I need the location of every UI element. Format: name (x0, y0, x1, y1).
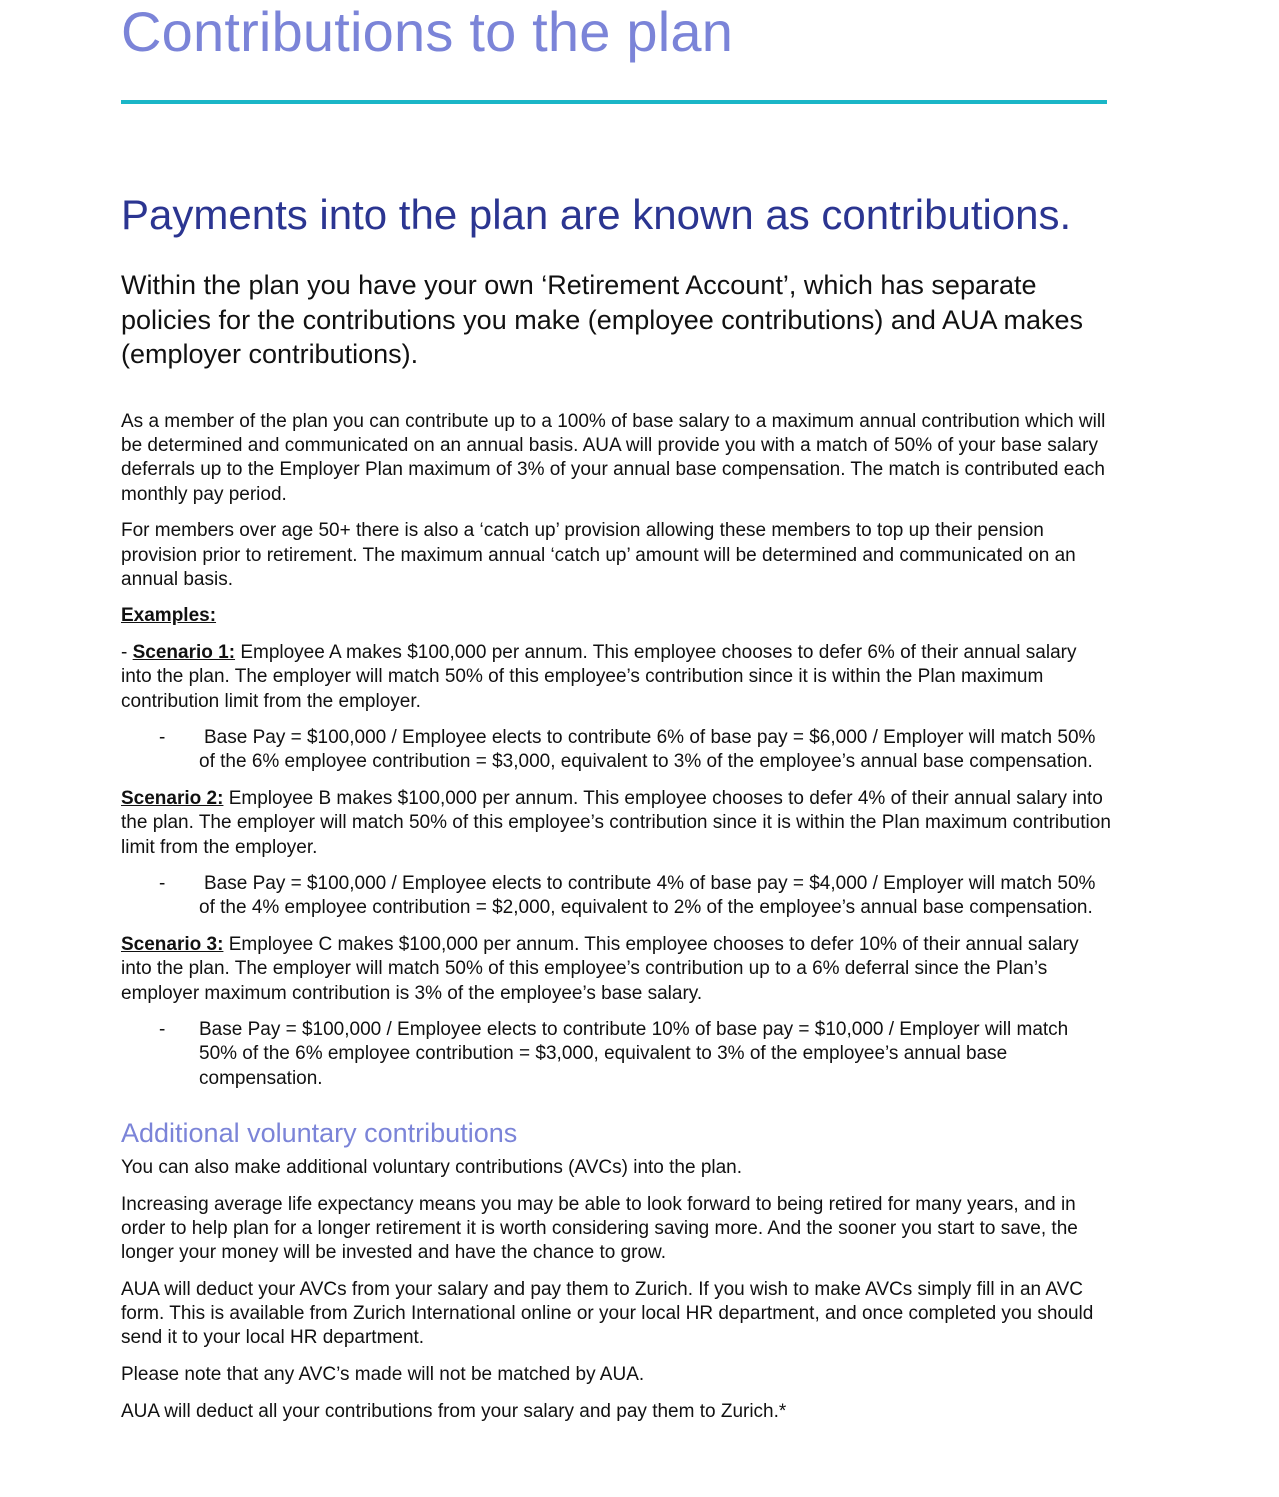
page-subtitle: Payments into the plan are known as contributions. (121, 191, 1072, 238)
examples-label: Examples: (121, 605, 217, 627)
scenario-3-bullet: - Base Pay = $100,000 / Employee elects to contribute 10% of base pay = $10,000 / Employer will match 50% of the 6% employee contribution = $3,000, equivalent to 3% of the employee’s annual base compensation. (159, 1019, 1069, 1089)
scenario-1: - Scenario 1: Employee A makes $100,000 per annum. This employee chooses to defer 6% of their annual salary into the plan. The employer will match 50% of this employee’s contribution since it is within the Plan maximum contribution limit from the employer. (121, 642, 1077, 712)
avc-paragraph-4: Please note that any AVC’s made will not be matched by AUA. (121, 1363, 645, 1385)
avc-paragraph-3: AUA will deduct your AVCs from your salary and pay them to Zurich. If you wish to make AVCs simply fill in an AVC form. This is available from Zurich International online or your local HR department, and once completed you should send it to your local HR department. (121, 1278, 1094, 1349)
page-title: Contributions to the plan (121, 0, 734, 63)
avc-paragraph-2: Increasing average life expectancy means you may be able to look forward to being retired for many years, and in order to help plan for a longer retirement it is worth considering saving more. And the sooner you start to save, the longer your money will be invested and have the chance to grow. (121, 1193, 1078, 1263)
avc-paragraph-5: AUA will deduct all your contributions from your salary and pay them to Zurich.* (121, 1400, 787, 1422)
title-divider (121, 100, 1107, 104)
avc-heading: Additional voluntary contributions (121, 1117, 518, 1148)
contribution-paragraph: As a member of the plan you can contribute up to a 100% of base salary to a maximum annual contribution which will be determined and communicated on an annual basis. AUA will provide you with a match of 50% of your base salary deferrals up to the Employer Plan maximum of 3% of your annual base compensation. The match is contributed each monthly pay period. (121, 411, 1106, 505)
avc-paragraph-1: You can also make additional voluntary contributions (AVCs) into the plan. (121, 1156, 743, 1178)
scenario-2-label: Scenario 2: (121, 788, 224, 810)
scenario-1-bullet: - Base Pay = $100,000 / Employee elects to contribute 6% of base pay = $6,000 / Employer will match 50% of the 6% employee contribution = $3,000, equivalent to 3% of the employee’s annual base compensation. (159, 727, 1096, 773)
scenario-2: Scenario 2: Employee B makes $100,000 per annum. This employee chooses to defer 4% of their annual salary into the plan. The employer will match 50% of this employee’s contribution since it is within the Plan maximum contribution limit from the employer. (121, 788, 1111, 858)
intro-paragraph: Within the plan you have your own ‘Retirement Account’, which has separate policies for the contributions you make (employee contributions) and AUA makes (employer contributions). (121, 270, 1083, 369)
scenario-2-bullet: - Base Pay = $100,000 / Employee elects to contribute 4% of base pay = $4,000 / Employer will match 50% of the 4% employee contribution = $2,000, equivalent to 2% of the employee’s annual base compensation. (159, 873, 1096, 919)
scenario-1-label: Scenario 1: (132, 642, 236, 664)
scenario-3: Scenario 3: Employee C makes $100,000 per annum. This employee chooses to defer 10% of their annual salary into the plan. The employer will match 50% of this employee’s contribution up to a 6% deferral since the Plan’s employer maximum contribution is 3% of the employee’s base salary. (121, 934, 1079, 1004)
body-content (121, 410, 1111, 1436)
catch-up-paragraph: For members over age 50+ there is also a ‘catch up’ provision allowing these members to top up their pension provision prior to retirement. The maximum annual ‘catch up’ amount will be determined and communicated on an annual basis. (121, 520, 1076, 590)
scenario-3-label: Scenario 3: (121, 934, 224, 956)
